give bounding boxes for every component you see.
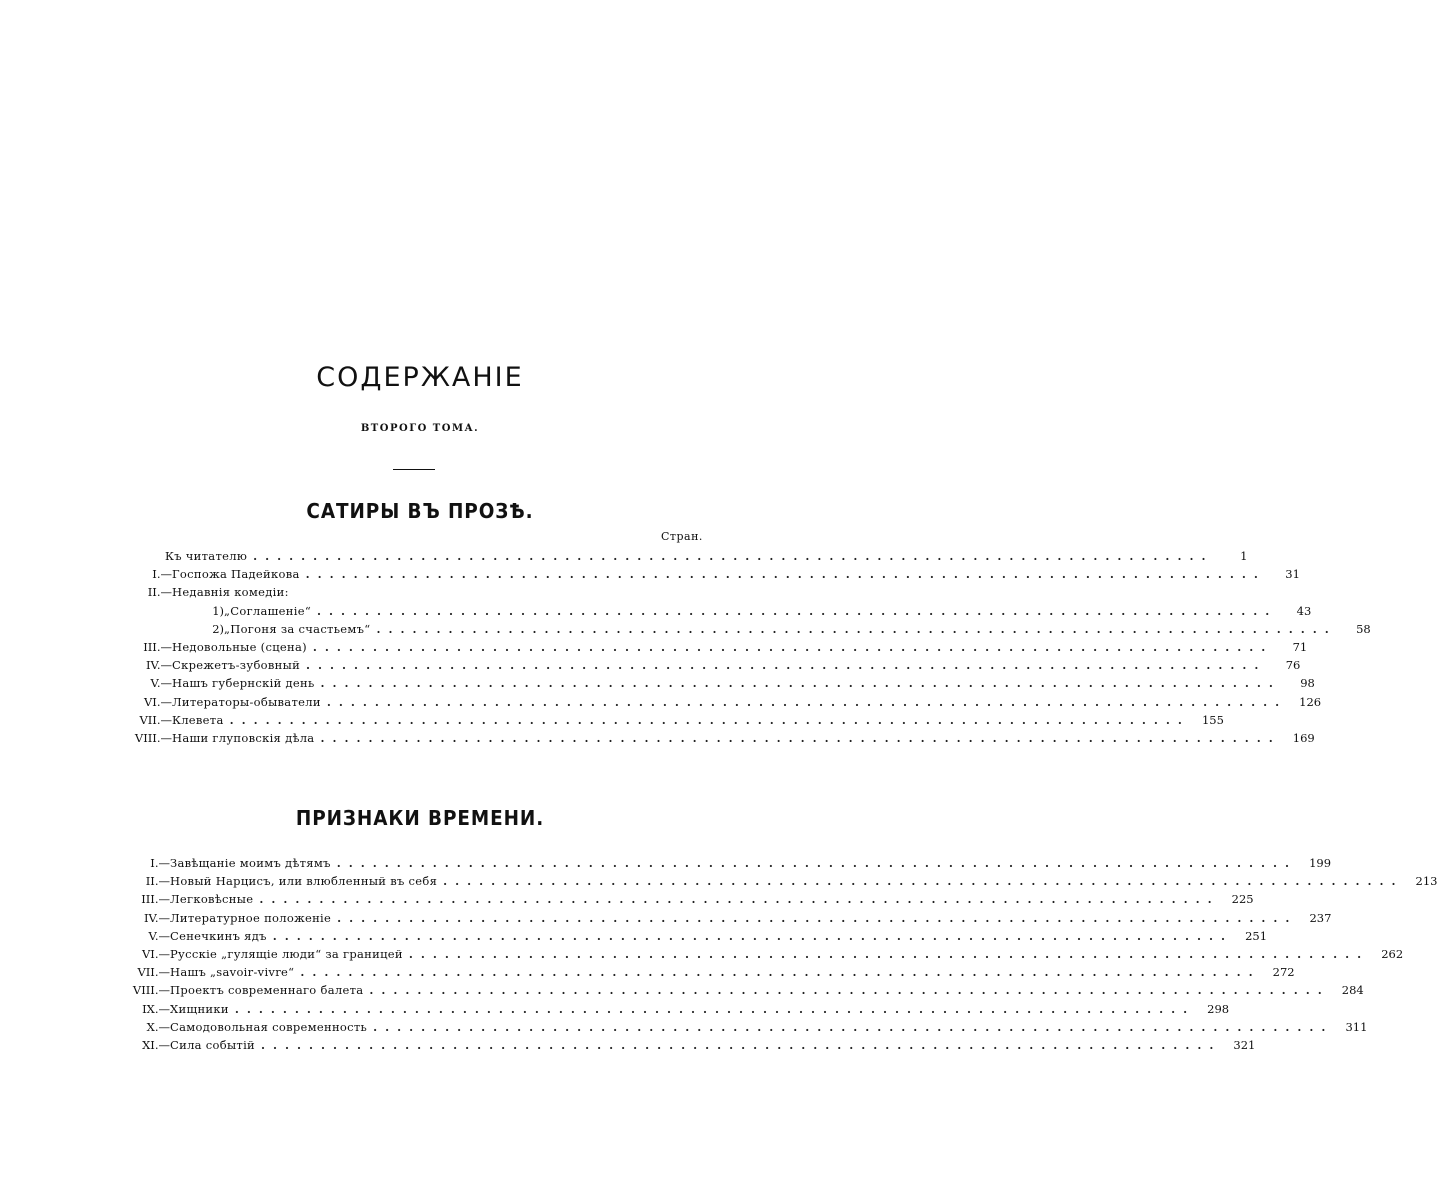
dotted-leader: ................................................................................	[253, 549, 1214, 563]
toc-entry-number: II.—	[145, 874, 170, 889]
toc-entry-number: III.—	[143, 640, 172, 654]
dotted-leader: ................................................................................	[408, 947, 1370, 961]
toc-entry-title: „Погоня за счастьемъ“	[224, 621, 371, 636]
toc-entry-title: Легковѣсные	[170, 892, 254, 907]
section-title-signs: ПРИЗНАКИ ВРЕМЕНИ.	[295, 806, 545, 830]
toc-entry	[92, 674, 1315, 692]
dotted-leader: ................................................................................	[443, 874, 1404, 889]
toc-entry	[85, 547, 1248, 565]
toc-entry-number: IV.—	[146, 658, 172, 673]
dotted-leader: ................................................................................	[369, 983, 1330, 998]
toc-entry-number: VII.—	[137, 965, 170, 980]
toc-entry-page: 284	[1341, 983, 1364, 998]
toc-entry-page: 262	[1381, 947, 1404, 961]
volume-subtitle: ВТОРОГО ТОМА.	[360, 423, 480, 434]
toc-entry-title: Нашъ „savoir-vivre“	[170, 965, 295, 980]
toc-entry-number: XI.—	[142, 1038, 170, 1052]
toc-entry-page: 1	[1240, 549, 1248, 563]
toc-entry-page: 213	[1415, 874, 1437, 889]
toc-entry-page: 76	[1285, 658, 1301, 673]
toc-entry-number: VI.—	[143, 694, 172, 709]
toc-entry-title: Наши глуповскія дѣла	[172, 731, 315, 745]
toc-entry-number: 1)	[212, 603, 224, 618]
toc-entry-title: Недовольные (сцена)	[172, 640, 307, 654]
dotted-leader: ................................................................................	[376, 621, 1337, 636]
toc-entry-number: I.—	[152, 567, 172, 582]
toc-entry-title: Сенечкинъ ядъ	[170, 928, 267, 943]
toc-entry-title: Новый Нарцисъ, или влюбленный въ себя	[170, 874, 438, 889]
toc-entry-title: Клевета	[172, 712, 224, 727]
toc-entry	[90, 1036, 1256, 1054]
toc-entry-title: Литературное положеніе	[170, 910, 332, 925]
divider-rule	[393, 469, 435, 470]
toc-entry-number: VII.—	[139, 712, 172, 727]
toc-entry	[90, 981, 1364, 999]
toc-entry	[92, 729, 1315, 747]
toc-entry	[92, 711, 1224, 729]
toc-entry-page: 71	[1292, 640, 1308, 654]
toc-entry-number: VIII.—	[132, 983, 170, 998]
toc-entry	[92, 638, 1308, 656]
toc-entry-page: 31	[1285, 567, 1300, 582]
toc-entry	[92, 583, 706, 601]
toc-entry-page: 126	[1299, 694, 1322, 709]
toc-entry-number: IX.—	[142, 1001, 170, 1016]
dotted-leader: ................................................................................	[300, 965, 1261, 980]
toc-entry-number: IV.—	[144, 910, 170, 925]
toc-entry-title: „Соглашеніе“	[224, 603, 311, 618]
toc-entry-title: Къ читателю	[165, 549, 248, 563]
toc-entry	[90, 1000, 1230, 1018]
toc-entry-number: 2)	[212, 621, 224, 636]
dotted-leader: ................................................................................	[336, 856, 1298, 870]
dotted-leader: ................................................................................	[320, 676, 1281, 691]
toc-entry-number: I.—	[150, 856, 170, 870]
toc-entry	[90, 945, 1404, 963]
toc-entry-page: 298	[1207, 1001, 1230, 1016]
toc-entry-page: 225	[1231, 892, 1254, 907]
toc-entry	[144, 602, 1312, 620]
section-title-satires: САТИРЫ ВЪ ПРОЗѢ.	[306, 499, 534, 523]
toc-entry-page: 199	[1309, 856, 1332, 870]
toc-entry-title: Недавнія комедіи:	[172, 585, 289, 600]
toc-entry	[90, 909, 1332, 927]
toc-entry	[90, 854, 1332, 872]
toc-entry-number: VI.—	[141, 947, 170, 961]
toc-entry-title: Госпожа Падейкова	[172, 567, 300, 582]
toc-entry	[90, 1018, 1368, 1036]
toc-entry	[92, 656, 1301, 674]
toc-entry	[92, 565, 1300, 583]
dotted-leader: ................................................................................	[259, 892, 1220, 907]
toc-entry-number: V.—	[150, 676, 172, 691]
dotted-leader: ................................................................................	[320, 731, 1281, 745]
toc-entry-page: 237	[1309, 910, 1332, 925]
toc-entry-title: Проектъ современнаго балета	[170, 983, 364, 998]
toc-entry-number: VIII.—	[134, 731, 172, 745]
toc-entry	[90, 963, 1295, 981]
dotted-leader: ................................................................................	[337, 910, 1298, 925]
dotted-leader: ................................................................................	[305, 567, 1266, 582]
dotted-leader: ................................................................................	[229, 712, 1190, 727]
toc-entry	[92, 693, 1322, 711]
toc-entry-title: Русскіе „гулящіе люди“ за границей	[170, 947, 403, 961]
toc-entry-page: 251	[1245, 928, 1268, 943]
dotted-leader: ................................................................................	[306, 658, 1267, 673]
toc-entry-page: 58	[1356, 621, 1371, 636]
dotted-leader: ................................................................................	[234, 1001, 1196, 1016]
toc-entry-page: 169	[1292, 731, 1315, 745]
toc-entry-page: 155	[1201, 712, 1224, 727]
toc-entry	[90, 872, 1437, 890]
toc-entry-page: 311	[1345, 1019, 1368, 1034]
toc-entry-title: Самодовольная современность	[170, 1019, 368, 1034]
toc-entry-title: Завѣщаніе моимъ дѣтямъ	[170, 856, 331, 870]
toc-entry-number: III.—	[141, 892, 170, 907]
page-column-header: Стран.	[661, 530, 703, 543]
toc-entry-number: II.—	[147, 585, 172, 600]
dotted-leader: ................................................................................	[373, 1019, 1334, 1034]
toc-entry	[144, 620, 1371, 638]
toc-entry-number: X.—	[146, 1019, 170, 1034]
dotted-leader: ................................................................................	[261, 1038, 1222, 1052]
toc-entry	[90, 927, 1268, 945]
dotted-leader: ................................................................................	[317, 603, 1278, 618]
dotted-leader: ................................................................................	[312, 640, 1274, 654]
toc-entry-title: Сила событій	[170, 1038, 256, 1052]
toc-entry-page: 321	[1233, 1038, 1256, 1052]
toc-entry-page: 43	[1296, 603, 1312, 618]
toc-entry-title: Нашъ губернскій день	[172, 676, 315, 691]
toc-entry-title: Скрежетъ-зубовный	[172, 658, 301, 673]
toc-entry-page: 98	[1300, 676, 1315, 691]
toc-entry-page: 272	[1272, 965, 1295, 980]
contents-title: СОДЕРЖАНІЕ	[316, 362, 524, 393]
toc-entry-title: Хищники	[170, 1001, 229, 1016]
dotted-leader: ................................................................................	[272, 928, 1234, 943]
toc-entry-number: V.—	[148, 928, 170, 943]
dotted-leader: ................................................................................	[326, 694, 1288, 709]
toc-entry	[90, 890, 1254, 908]
toc-entry-title: Литераторы-обыватели	[172, 694, 321, 709]
